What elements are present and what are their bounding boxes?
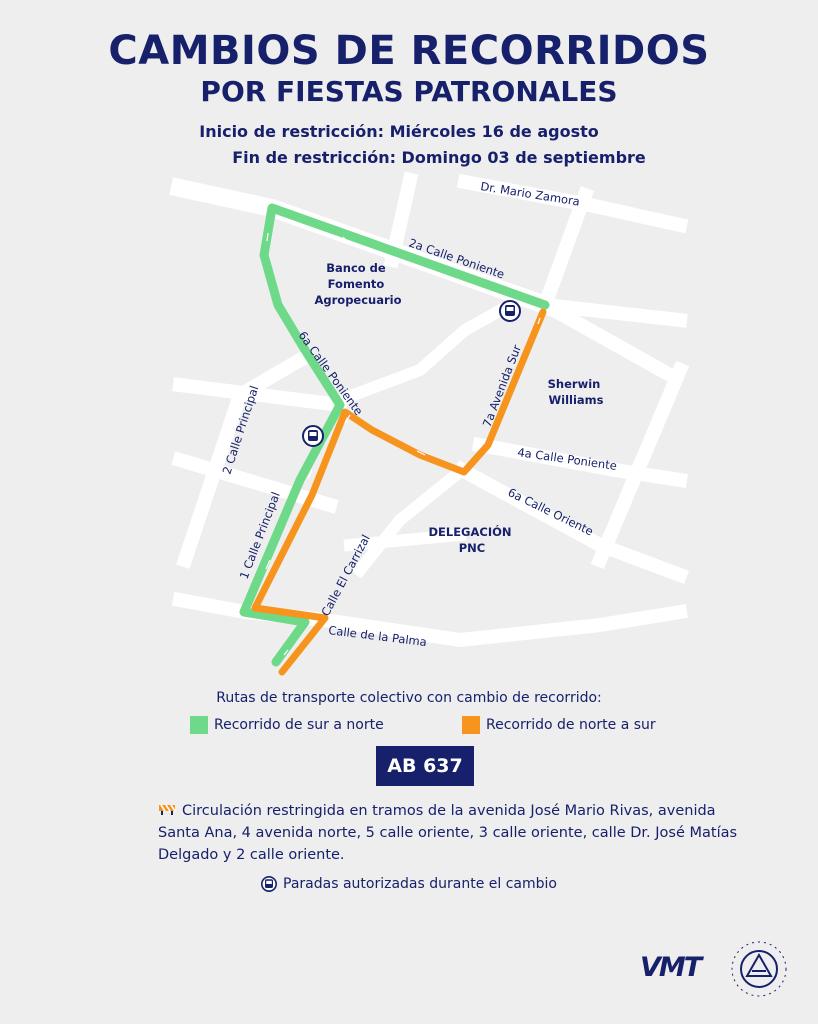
roadblock-icon: [158, 802, 176, 816]
restriction-note: [158, 800, 738, 866]
legend-orange-label: Recorrido de norte a sur: [486, 717, 656, 733]
legend-green-swatch: [190, 716, 208, 734]
stops-note-text: Paradas autorizadas durante el cambio: [283, 876, 557, 892]
street-label-7a-avenida-sur: 7a Avenida Sur: [479, 342, 524, 430]
page-title: CAMBIOS DE RECORRIDOS: [108, 28, 710, 74]
national-seal-icon: [730, 940, 788, 998]
street-label-1-calle-principal: 1 Calle Principal: [236, 489, 283, 582]
street-label-2-calle-principal: 2 Calle Principal: [219, 383, 262, 476]
street-label-4a-calle-poniente: 4a Calle Poniente: [516, 445, 618, 473]
legend-orange: [462, 716, 656, 734]
restriction-start: Inicio de restricción: Miércoles 16 de agosto: [199, 122, 599, 141]
street-label-2a-calle-poniente: 2a Calle Poniente: [407, 235, 507, 282]
street-label-6a-calle-poniente: 6a Calle Poniente: [295, 328, 366, 418]
bus-stop-icon: [303, 426, 323, 446]
legend-orange-swatch: [462, 716, 480, 734]
vmt-logo: VMT: [640, 952, 701, 983]
landmark-sherwin: Sherwin Williams: [547, 377, 604, 407]
route-map: [0, 170, 818, 690]
page-subtitle: POR FIESTAS PATRONALES: [200, 75, 618, 108]
legend-title: Rutas de transporte colectivo con cambio de recorrido:: [216, 690, 602, 706]
route-badge: AB 637: [376, 746, 474, 786]
restriction-text: Circulación restringida en tramos de la avenida José Mario Rivas, avenida Santa Ana, 4 avenida norte, 5 calle oriente, 3 calle oriente, calle Dr. José Matías Delgado y 2 calle oriente.: [158, 803, 738, 863]
bus-stop-icon: [500, 301, 520, 321]
street-label-calle-de-la-palma: Calle de la Palma: [327, 623, 428, 650]
landmark-banco: Banco de Fomento Agropecuario: [314, 261, 402, 307]
street-label-6a-calle-oriente: 6a Calle Oriente: [505, 485, 596, 539]
bus-stop-icon: [261, 876, 277, 892]
legend-green-label: Recorrido de sur a norte: [214, 717, 384, 733]
landmark-delegacion: DELEGACIÓN PNC: [428, 525, 512, 555]
stops-note: [0, 876, 818, 892]
restriction-end: Fin de restricción: Domingo 03 de septiembre: [232, 148, 646, 167]
street-label-calle-el-carrizal: Calle El Carrizal: [318, 532, 373, 619]
legend-green: [190, 716, 384, 734]
street-label-mario-zamora: Dr. Mario Zamora: [479, 179, 581, 209]
